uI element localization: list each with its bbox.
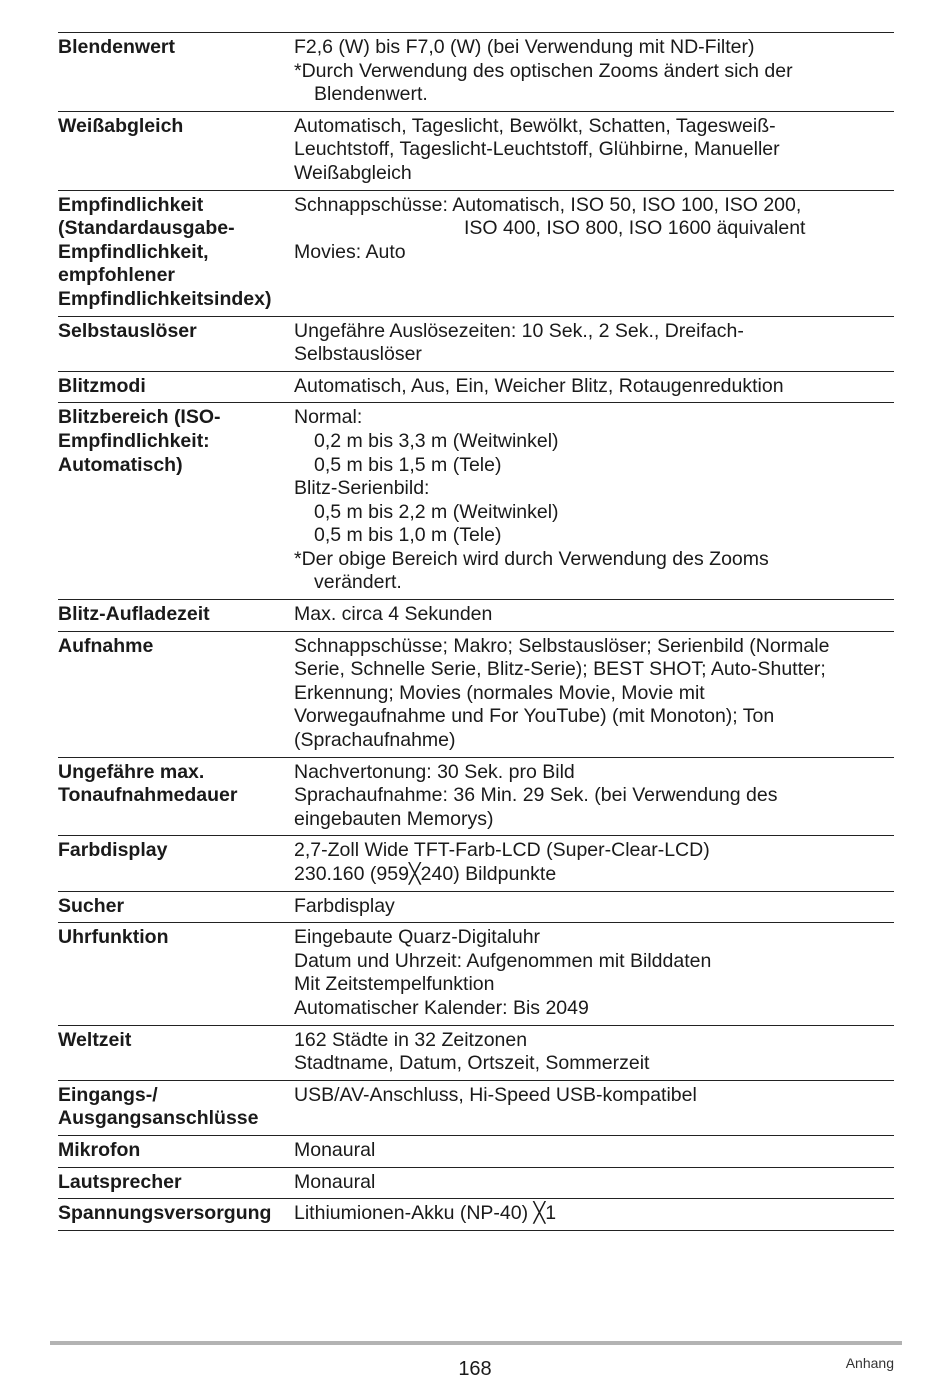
spec-label-line: Automatisch) (58, 453, 183, 476)
spec-row (58, 33, 894, 112)
spec-value-line: Monaural (294, 1170, 376, 1193)
spec-value-line: Eingebaute Quarz-Digitaluhr (294, 926, 541, 949)
spec-label (58, 926, 294, 1020)
spec-value (294, 1171, 894, 1195)
spec-value-line: eingebauten Memorys) (294, 807, 494, 830)
spec-row (58, 317, 894, 372)
spec-value-line: F2,6 (W) bis F7,0 (W) (bei Verwendung mit ND-Filter) (294, 36, 755, 58)
spec-label-line: Farbdisplay (58, 839, 168, 862)
spec-note-text: Durch Verwendung des optischen Zooms ändert sich der (301, 59, 793, 82)
spec-label (58, 36, 294, 107)
spec-value-line: 162 Städte in 32 Zeitzonen (294, 1028, 528, 1051)
spec-label-line: empfohlener (58, 264, 176, 287)
spec-value-line: 0,2 m bis 3,3 m (Weitwinkel) (314, 429, 559, 452)
spec-value (294, 115, 894, 186)
spec-note (294, 60, 894, 84)
spec-value-line: Blitz-Serienbild: (294, 477, 430, 500)
spec-value (294, 1084, 894, 1131)
spec-value (294, 36, 894, 107)
spec-label-line: Blendenwert (58, 36, 176, 58)
spec-label-line: Blitzbereich (ISO- (58, 406, 221, 429)
spec-value-line: Mit Zeitstempelfunktion (294, 973, 495, 996)
spec-label (58, 115, 294, 186)
spec-value-line: Weißabgleich (294, 161, 412, 184)
spec-value (294, 406, 894, 595)
spec-value-line: 0,5 m bis 1,5 m (Tele) (314, 453, 502, 476)
spec-value-line: Stadtname, Datum, Ortszeit, Sommerzeit (294, 1052, 650, 1075)
spec-value-line: Serie, Schnelle Serie, Blitz-Serie); BEST SHOT; Auto-Shutter; (294, 658, 826, 681)
spec-value-line: 0,5 m bis 2,2 m (Weitwinkel) (314, 500, 559, 523)
spec-value (294, 895, 894, 919)
spec-value-line: (Sprachaufnahme) (294, 729, 456, 752)
spec-label (58, 375, 294, 399)
spec-row (58, 1026, 894, 1081)
spec-label (58, 194, 294, 312)
spec-value (294, 603, 894, 627)
spec-value (294, 375, 894, 399)
spec-label (58, 406, 294, 595)
spec-value-line: USB/AV-Anschluss, Hi-Speed USB-kompatibel (294, 1083, 697, 1106)
spec-label-line: Empfindlichkeitsindex) (58, 287, 272, 310)
spec-label-line: (Standardausgabe- (58, 217, 235, 240)
spec-value-line: Automatisch, Tageslicht, Bewölkt, Schatten, Tagesweiß- (294, 114, 776, 137)
spec-label-line: Sucher (58, 894, 125, 917)
spec-label (58, 839, 294, 886)
spec-label-line: Eingangs-/ (58, 1083, 158, 1106)
spec-value (294, 320, 894, 367)
spec-label-line: Empfindlichkeit, (58, 240, 209, 263)
note-asterisk: * (294, 547, 302, 570)
spec-row (58, 372, 894, 404)
spec-row (58, 1168, 894, 1200)
spec-row (58, 923, 894, 1025)
spec-value-line: 230.160 (959╳240) Bildpunkte (294, 863, 557, 885)
spec-label-line: Weißabgleich (58, 114, 184, 137)
spec-value-line: Monaural (294, 1138, 376, 1161)
spec-row (58, 836, 894, 891)
spec-label (58, 1171, 294, 1195)
spec-note (294, 548, 894, 572)
spec-label-line: Ausgangsanschlüsse (58, 1107, 259, 1130)
spec-value-line: Nachvertonung: 30 Sek. pro Bild (294, 760, 575, 783)
spec-row (58, 632, 894, 758)
spec-value-line: Farbdisplay (294, 894, 395, 917)
spec-label-line: Tonaufnahmedauer (58, 784, 238, 807)
spec-label (58, 895, 294, 919)
spec-value-line: verändert. (314, 571, 402, 594)
spec-value (294, 194, 894, 312)
spec-value-line: 2,7-Zoll Wide TFT-Farb-LCD (Super-Clear-LCD) (294, 839, 710, 862)
spec-table (58, 32, 894, 1231)
spec-value-line: Blendenwert. (314, 83, 428, 106)
spec-label-line: Empfindlichkeit: (58, 429, 210, 452)
spec-value-line: Movies: Auto (294, 240, 406, 263)
spec-label (58, 1084, 294, 1131)
spec-value-line: Automatisch, Aus, Ein, Weicher Blitz, Rotaugenreduktion (294, 374, 784, 397)
spec-value-line: Max. circa 4 Sekunden (294, 603, 493, 626)
spec-row (58, 1081, 894, 1136)
spec-row (58, 1199, 894, 1231)
spec-row (58, 112, 894, 191)
spec-value-line: Selbstauslöser (294, 343, 422, 366)
spec-label (58, 635, 294, 753)
spec-label-line: Blitz-Aufladezeit (58, 603, 210, 626)
spec-value (294, 761, 894, 832)
spec-label (58, 1029, 294, 1076)
page-number: 168 (458, 1358, 492, 1380)
spec-value (294, 926, 894, 1020)
spec-label-line: Empfindlichkeit (58, 193, 204, 216)
spec-value-line: Erkennung; Movies (normales Movie, Movie mit (294, 681, 705, 704)
spec-row (58, 600, 894, 632)
spec-label-line: Uhrfunktion (58, 926, 169, 949)
spec-label-line: Mikrofon (58, 1138, 141, 1161)
spec-value-line: Leuchtstoff, Tageslicht-Leuchtstoff, Glühbirne, Manueller (294, 138, 780, 161)
section-name: Anhang (845, 1355, 894, 1371)
spec-label (58, 1139, 294, 1163)
spec-label-line: Aufnahme (58, 634, 154, 657)
spec-label (58, 761, 294, 832)
spec-value-line: Automatischer Kalender: Bis 2049 (294, 996, 589, 1019)
spec-label (58, 320, 294, 367)
spec-label-line: Selbstauslöser (58, 319, 197, 342)
spec-label-line: Ungefähre max. (58, 760, 205, 783)
footer-rule (50, 1341, 902, 1345)
spec-value-line: Schnappschüsse: Automatisch, ISO 50, ISO 100, ISO 200, (294, 193, 802, 216)
spec-label-line: Blitzmodi (58, 374, 146, 397)
spec-value-line: Normal: (294, 406, 363, 429)
spec-label-line: Lautsprecher (58, 1170, 182, 1193)
spec-value-line: Lithiumionen-Akku (NP-40) ╳1 (294, 1202, 557, 1225)
spec-row (58, 1136, 894, 1168)
spec-value-line: ISO 400, ISO 800, ISO 1600 äquivalent (464, 217, 806, 240)
spec-row (58, 892, 894, 924)
spec-value (294, 1202, 894, 1226)
spec-value-line: Sprachaufnahme: 36 Min. 29 Sek. (bei Verwendung des (294, 784, 778, 807)
spec-row (58, 758, 894, 837)
note-asterisk: * (294, 59, 302, 82)
spec-value (294, 1029, 894, 1076)
spec-value-line: Datum und Uhrzeit: Aufgenommen mit Bilddaten (294, 949, 712, 972)
spec-row (58, 403, 894, 600)
spec-note-text: Der obige Bereich wird durch Verwendung des Zooms (301, 547, 769, 570)
spec-value (294, 839, 894, 886)
spec-value (294, 1139, 894, 1163)
spec-value-line: Ungefähre Auslösezeiten: 10 Sek., 2 Sek., Dreifach- (294, 319, 744, 342)
spec-label (58, 1202, 294, 1226)
spec-label-line: Weltzeit (58, 1028, 132, 1051)
spec-label (58, 603, 294, 627)
spec-row (58, 191, 894, 317)
spec-value-line: 0,5 m bis 1,0 m (Tele) (314, 524, 502, 547)
spec-value (294, 635, 894, 753)
spec-label-line: Spannungsversorgung (58, 1202, 272, 1225)
spec-value-line: Schnappschüsse; Makro; Selbstauslöser; Serienbild (Normale (294, 634, 830, 657)
spec-value-line: Vorwegaufnahme und For YouTube) (mit Monoton); Ton (294, 705, 775, 728)
